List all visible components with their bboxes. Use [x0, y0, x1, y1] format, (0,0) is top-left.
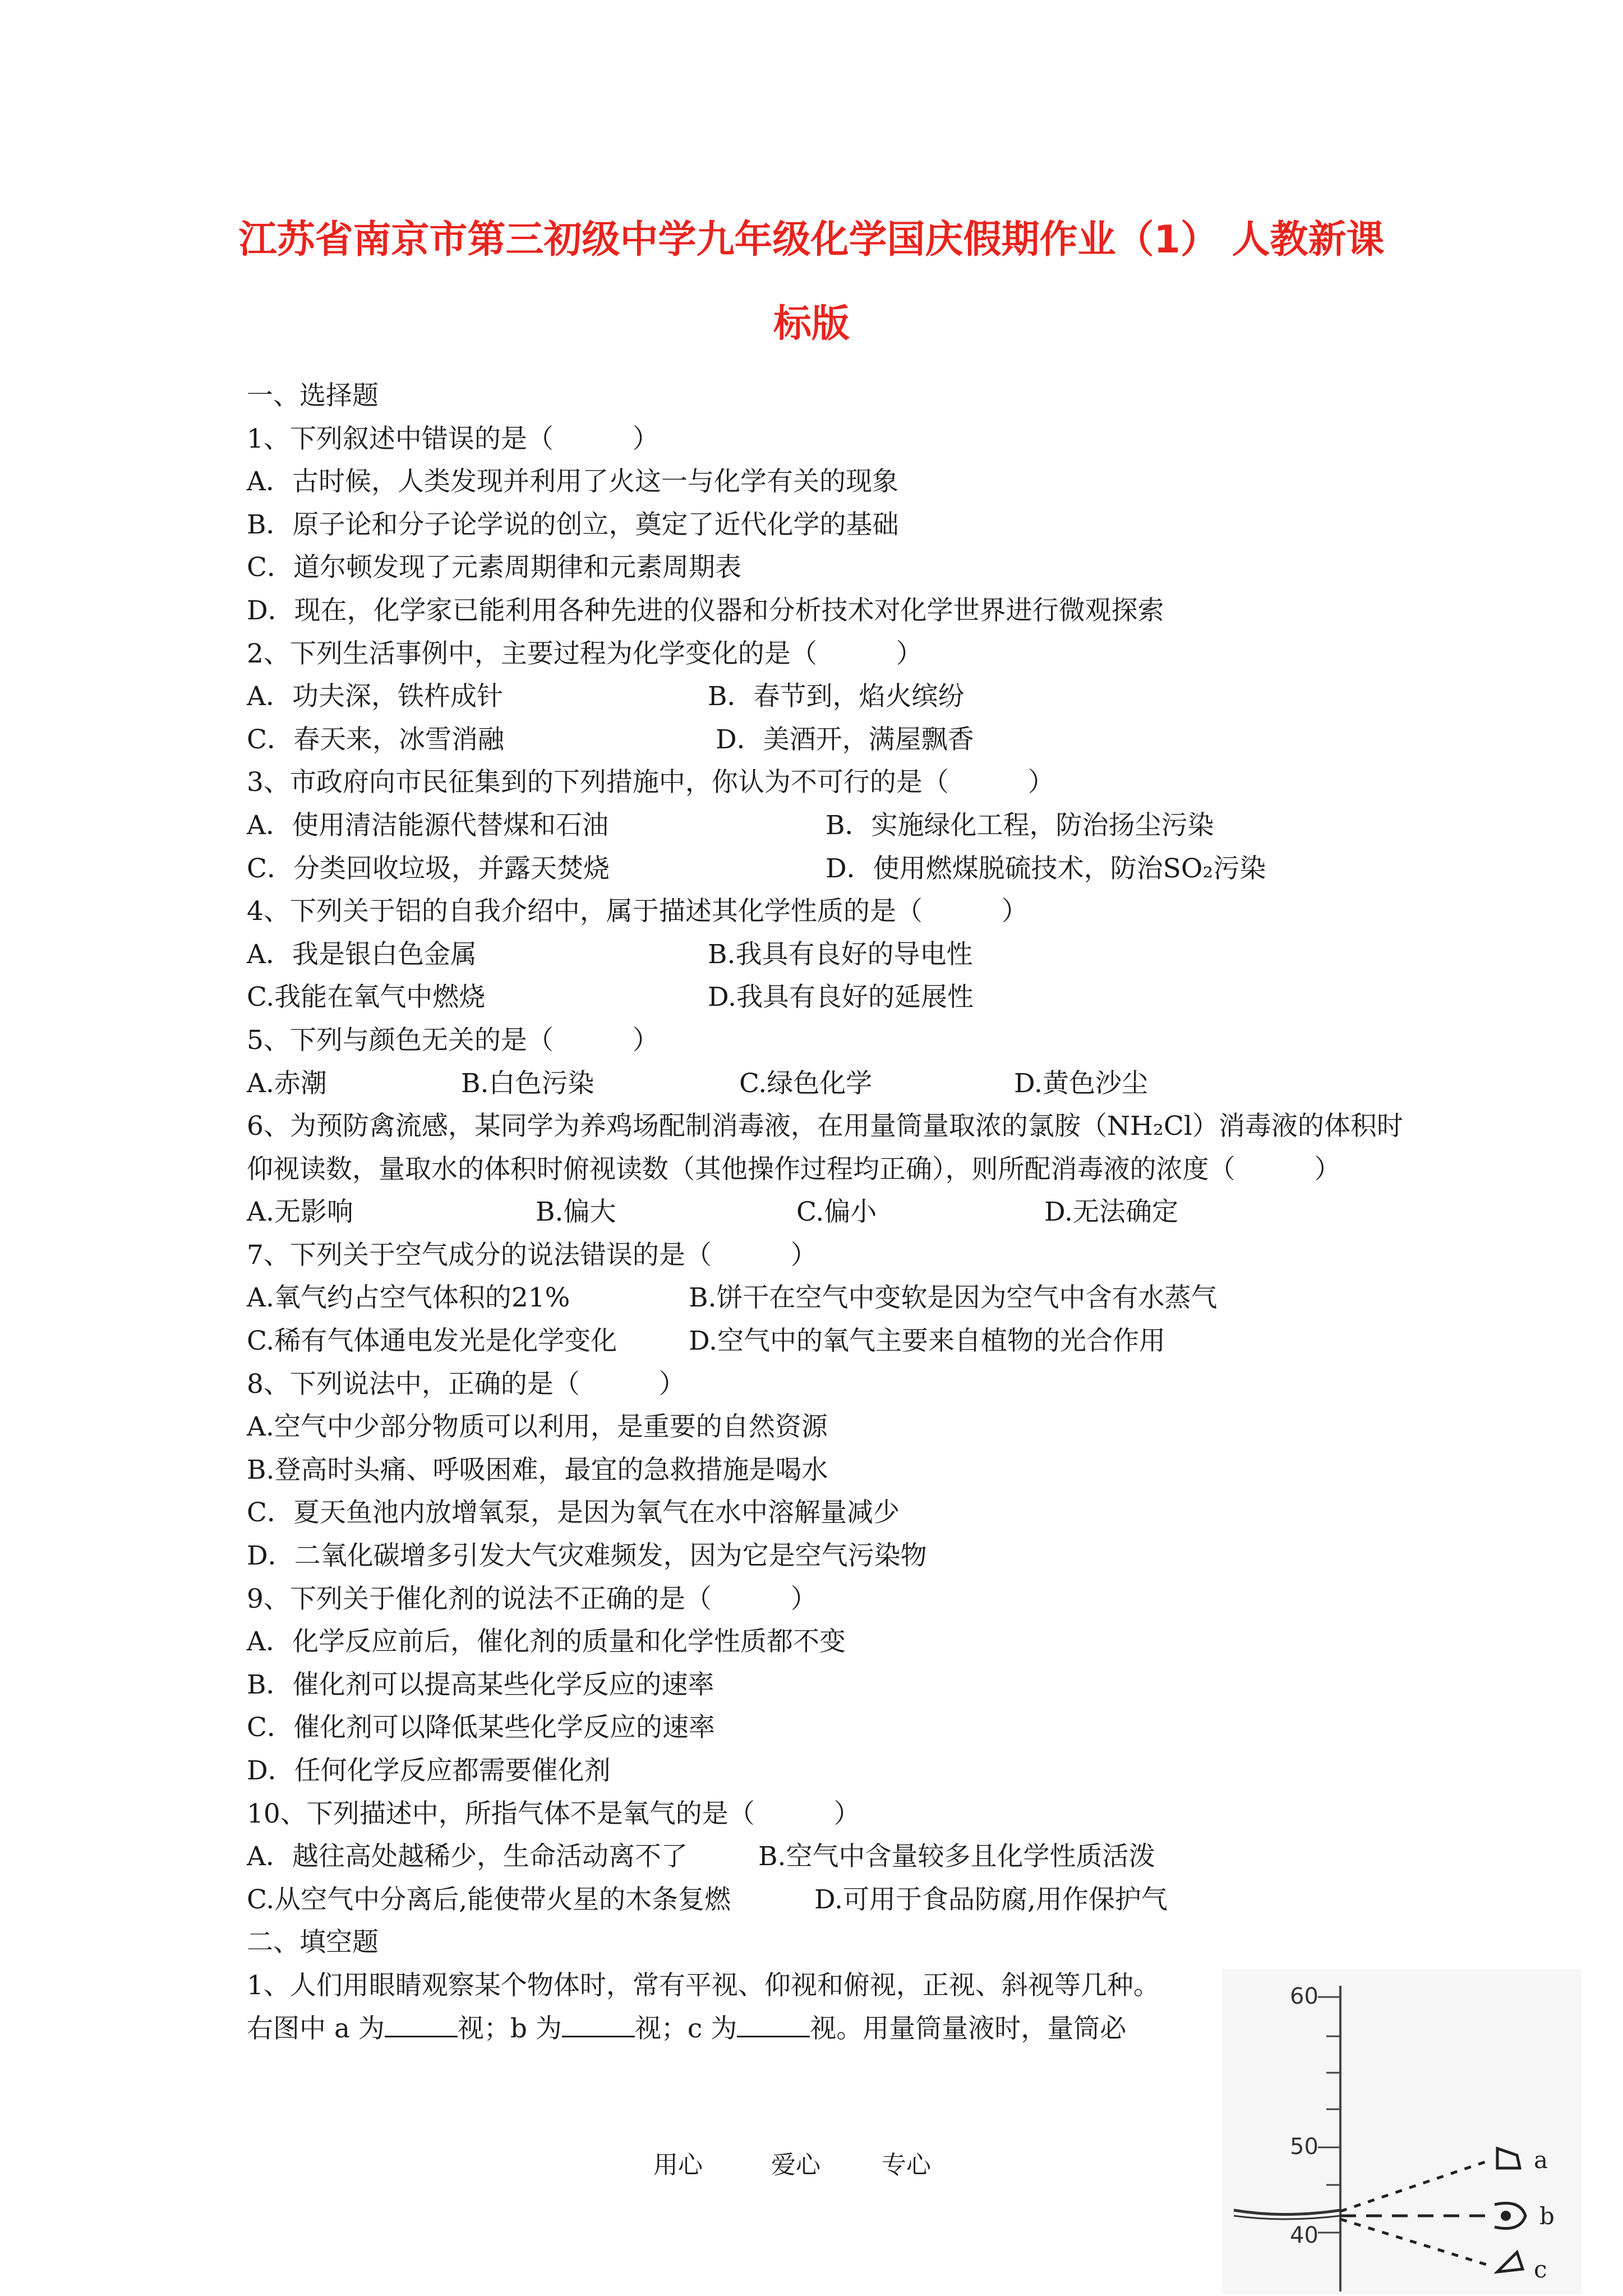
question-2-options-row2 — [247, 719, 1436, 762]
fill-question-1-part-end: 视。用量筒量液时，量筒必 — [810, 2013, 1127, 2044]
question-2-options-row1 — [247, 675, 1436, 719]
question-4-option-b: B.我具有良好的导电性 — [708, 938, 973, 970]
page-footer — [0, 2148, 1623, 2182]
eye-label-a: a — [1534, 2146, 1548, 2174]
section-heading-fill: 二、填空题 — [247, 1927, 379, 1958]
footer-text-3: 专心 — [882, 2151, 931, 2179]
question-1-option-b: B．原子论和分子论学说的创立，奠定了近代化学的基础 — [247, 509, 899, 540]
question-6-option-a: A.无影响 — [247, 1197, 353, 1228]
eye-label-c: c — [1534, 2256, 1547, 2283]
question-7-stem: 7、下列关于空气成分的说法错误的是（ ） — [247, 1239, 817, 1271]
question-2-option-a: A．功夫深，铁杵成针 — [247, 681, 503, 712]
question-2-stem: 2、下列生活事例中，主要过程为化学变化的是（ ） — [247, 638, 923, 669]
question-5-option-d: D.黄色沙尘 — [1014, 1068, 1148, 1099]
graduated-cylinder-figure — [1223, 1969, 1581, 2294]
question-6-option-d: D.无法确定 — [1044, 1197, 1178, 1228]
footer-text-2: 爱心 — [771, 2151, 820, 2179]
question-9-option-c: C．催化剂可以降低某些化学反应的速率 — [247, 1712, 715, 1743]
question-3-options-row1 — [247, 804, 1436, 848]
answer-blank-b[interactable] — [562, 2013, 635, 2037]
question-5-options — [247, 1062, 1436, 1106]
question-2-option-d: D．美酒开，满屋飘香 — [716, 724, 974, 755]
tick-label-40: 40 — [1290, 2223, 1318, 2248]
question-2-option-c: C．春天来，冰雪消融 — [247, 724, 504, 755]
question-10-options-row1 — [247, 1835, 1436, 1879]
question-4-option-c: C.我能在氧气中燃烧 — [247, 982, 486, 1013]
question-7-options-row1 — [247, 1277, 1436, 1320]
question-10-options-row2 — [247, 1879, 1436, 1922]
fill-question-1-line1: 1、人们用眼睛观察某个物体时，常有平视、仰视和俯视，正视、斜视等几种。 — [247, 1970, 1160, 2001]
question-5-stem: 5、下列与颜色无关的是（ ） — [247, 1024, 659, 1056]
answer-blank-a[interactable] — [385, 2013, 458, 2037]
question-3-options-row2 — [247, 848, 1436, 891]
question-8-option-b: B.登高时头痛、呼吸困难，最宜的急救措施是喝水 — [247, 1454, 828, 1485]
document-title-line2: 标版 — [773, 302, 850, 346]
footer-text-1: 用心 — [653, 2151, 703, 2179]
question-1-option-d: D．现在，化学家已能利用各种先进的仪器和分析技术对化学世界进行微观探索 — [247, 595, 1164, 626]
question-9-stem: 9、下列关于催化剂的说法不正确的是（ ） — [247, 1583, 817, 1614]
question-5-option-c: C.绿色化学 — [739, 1068, 873, 1099]
question-3-option-a: A．使用清洁能源代替煤和石油 — [247, 809, 608, 841]
document-body — [247, 375, 1436, 2050]
question-7-option-d: D.空气中的氧气主要来自植物的光合作用 — [689, 1326, 1165, 1357]
tick-label-60: 60 — [1290, 1984, 1318, 2009]
tick-label-50: 50 — [1290, 2134, 1318, 2160]
answer-blank-c[interactable] — [737, 2013, 810, 2037]
question-3-option-b: B．实施绿化工程，防治扬尘污染 — [826, 809, 1214, 841]
question-9-option-b: B．催化剂可以提高某些化学反应的速率 — [247, 1669, 714, 1700]
question-10-option-d: D.可用于食品防腐,用作保护气 — [814, 1884, 1168, 1915]
document-title-line1: 江苏省南京市第三初级中学九年级化学国庆假期作业（1） 人教新课 — [238, 218, 1385, 262]
question-10-stem: 10、下列描述中，所指气体不是氧气的是（ ） — [247, 1798, 860, 1829]
question-1-stem: 1、下列叙述中错误的是（ ） — [247, 423, 659, 454]
question-6-stem: 6、为预防禽流感，某同学为养鸡场配制消毒液，在用量筒量取浓的氯胺（NH₂Cl）消毒液的体积时仰视读数，量取水的体积时俯视读数（其他操作过程均正确），则所配消毒液的浓度（ ） — [247, 1111, 1403, 1185]
section-heading-choice: 一、选择题 — [247, 380, 379, 411]
question-6-option-c: C.偏小 — [796, 1197, 877, 1228]
question-8-option-c: C．夏天鱼池内放增氧泵，是因为氧气在水中溶解量减少 — [247, 1497, 900, 1529]
question-4-options-row2 — [247, 976, 1436, 1019]
question-7-option-a: A.氧气约占空气体积的21% — [247, 1282, 570, 1314]
question-6-option-b: B.偏大 — [536, 1197, 616, 1228]
question-8-stem: 8、下列说法中，正确的是（ ） — [247, 1368, 685, 1400]
question-3-option-c: C．分类回收垃圾，并露天焚烧 — [247, 853, 610, 884]
question-6-options — [247, 1191, 1436, 1234]
question-8-option-a: A.空气中少部分物质可以利用，是重要的自然资源 — [247, 1411, 828, 1443]
question-1-option-c: C．道尔顿发现了元素周期律和元素周期表 — [247, 552, 741, 583]
question-7-option-b: B.饼干在空气中变软是因为空气中含有水蒸气 — [689, 1282, 1218, 1314]
question-10-option-c: C.从空气中分离后,能使带火星的木条复燃 — [247, 1884, 731, 1915]
question-7-options-row2 — [247, 1320, 1436, 1363]
question-8-option-d: D．二氧化碳增多引发大气灾难频发，因为它是空气污染物 — [247, 1540, 927, 1572]
question-9-option-d: D．任何化学反应都需要催化剂 — [247, 1755, 611, 1786]
question-4-option-d: D.我具有良好的延展性 — [708, 982, 974, 1013]
question-5-option-b: B.白色污染 — [461, 1068, 594, 1099]
question-1-option-a: A．古时候，人类发现并利用了火这一与化学有关的现象 — [247, 466, 898, 498]
question-5-option-a: A.赤潮 — [247, 1068, 327, 1099]
figure-background — [1223, 1969, 1581, 2294]
question-4-options-row1 — [247, 933, 1436, 977]
fill-question-1-part-b: 视；b 为 — [457, 2013, 562, 2044]
eye-label-b: b — [1539, 2202, 1555, 2230]
question-9-option-a: A．化学反应前后，催化剂的质量和化学性质都不变 — [247, 1626, 846, 1658]
question-7-option-c: C.稀有气体通电发光是化学变化 — [247, 1326, 617, 1357]
question-4-stem: 4、下列关于铝的自我介绍中，属于描述其化学性质的是（ ） — [247, 896, 1028, 927]
question-10-option-a: A．越往高处越稀少，生命活动离不了 — [247, 1841, 688, 1872]
question-4-option-a: A．我是银白色金属 — [247, 938, 477, 970]
fill-question-1-part-c: 视；c 为 — [634, 2013, 737, 2044]
fill-question-1-part-a: 右图中 a 为 — [247, 2013, 385, 2044]
question-3-stem: 3、市政府向市民征集到的下列措施中，你认为不可行的是（ ） — [247, 767, 1054, 798]
question-2-option-b: B．春节到，焰火缤纷 — [708, 681, 965, 712]
question-10-option-b: B.空气中含量较多且化学性质活泼 — [758, 1841, 1155, 1872]
question-3-option-d: D．使用燃煤脱硫技术，防治SO₂污染 — [826, 853, 1266, 884]
eye-b-pupil — [1501, 2211, 1511, 2221]
